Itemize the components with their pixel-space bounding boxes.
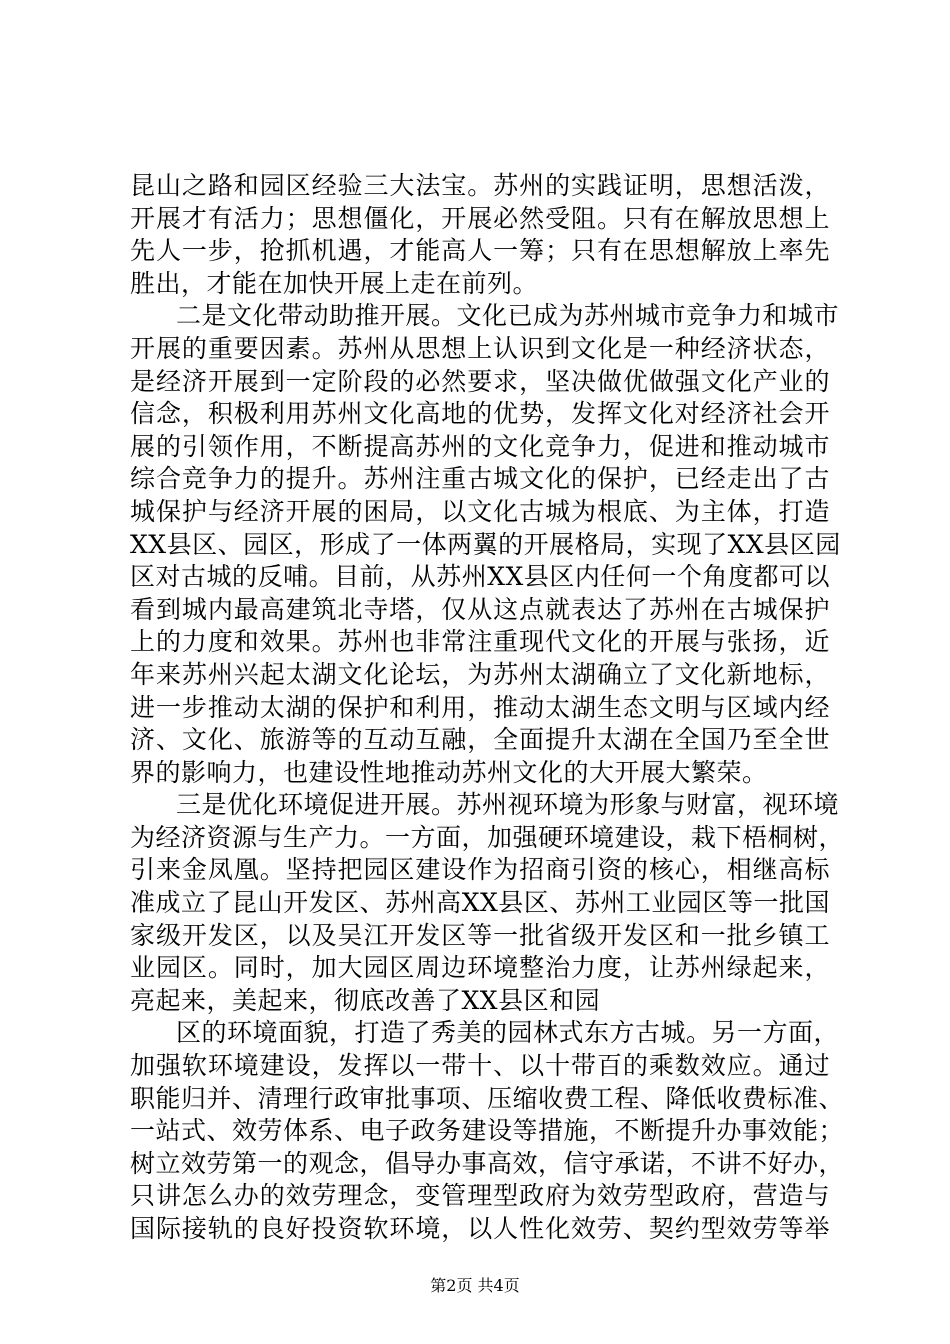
text-line: 综合竞争力的提升。苏州注重古城文化的保护，已经走出了古 <box>130 464 830 494</box>
paragraph-2 <box>130 300 841 789</box>
text-line: 是经济开展到一定阶段的必然要求，坚决做优做强文化产业的 <box>130 366 830 396</box>
text-line: 三是优化环境促进开展。苏州视环境为形象与财富，视环境 <box>176 790 840 820</box>
text-line: 职能归并、清理行政审批事项、压缩收费工程、降低收费标准、 <box>130 1083 845 1113</box>
text-line: 先人一步，抢抓机遇，才能高人一筹；只有在思想解放上率先 <box>130 236 830 266</box>
text-line: 引来金凤凰。坚持把园区建设作为招商引资的核心，相继高标 <box>130 855 830 885</box>
text-line: 区对古城的反哺。目前，从苏州XX县区内任何一个角度都可以 <box>130 562 830 592</box>
text-line: 国际接轨的良好投资软环境，以人性化效劳、契约型效劳等举 <box>130 1214 830 1243</box>
paragraph-1 <box>130 170 830 300</box>
text-line: 上的力度和效果。苏州也非常注重现代文化的开展与张扬，近 <box>130 627 830 657</box>
text-line: 年来苏州兴起太湖文化论坛，为苏州太湖确立了文化新地标， <box>130 659 830 689</box>
text-line: 业园区。同时，加大园区周边环境整治力度，让苏州绿起来， <box>130 953 830 983</box>
text-line: 信念，积极利用苏州文化高地的优势，发挥文化对经济社会开 <box>130 399 830 429</box>
text-line: 只讲怎么办的效劳理念，变管理型政府为效劳型政府，营造与 <box>130 1181 830 1211</box>
text-line: 区的环境面貌，打造了秀美的园林式东方古城。另一方面， <box>176 1018 840 1048</box>
text-line: 二是文化带动助推开展。文化已成为苏州城市竞争力和城市 <box>176 301 840 331</box>
page-number: 第2页 共4页 <box>430 1276 520 1295</box>
paragraph-3 <box>130 789 845 1017</box>
text-line: 为经济资源与生产力。一方面，加强硬环境建设，栽下梧桐树， <box>130 822 845 852</box>
text-line: 一站式、效劳体系、电子政务建设等措施，不断提升办事效能； <box>130 1116 845 1146</box>
text-line: 准成立了昆山开发区、苏州高XX县区、苏州工业园区等一批国 <box>130 888 830 918</box>
text-line: 亮起来，美起来，彻底改善了XX县区和园 <box>130 985 601 1015</box>
text-line: 开展才有活力；思想僵化，开展必然受阻。只有在解放思想上 <box>130 203 830 233</box>
text-line: 开展的重要因素。苏州从思想上认识到文化是一种经济状态， <box>130 333 830 363</box>
text-line: 界的影响力，也建设性地推动苏州文化的大开展大繁荣。 <box>130 757 768 787</box>
text-line: 家级开发区，以及吴江开发区等一批省级开发区和一批乡镇工 <box>130 920 830 950</box>
text-line: 昆山之路和园区经验三大法宝。苏州的实践证明，思想活泼， <box>130 171 830 200</box>
text-line: 树立效劳第一的观念，倡导办事高效，信守承诺，不讲不好办， <box>130 1148 845 1178</box>
text-line: 展的引领作用，不断提高苏州的文化竞争力，促进和推动城市 <box>130 431 830 461</box>
text-line: XX县区、园区，形成了一体两翼的开展格局，实现了XX县区园 <box>130 529 841 559</box>
text-line: 济、文化、旅游等的互动互融，全面提升太湖在全国乃至全世 <box>130 725 830 755</box>
text-line: 城保护与经济开展的困局，以文化古城为根底、为主体，打造 <box>130 496 830 526</box>
text-line: 进一步推动太湖的保护和利用，推动太湖生态文明与区域内经 <box>130 692 830 722</box>
document-body <box>130 170 845 1246</box>
text-line: 加强软环境建设，发挥以一带十、以十带百的乘数效应。通过 <box>130 1051 830 1081</box>
text-line: 胜出，才能在加快开展上走在前列。 <box>130 268 539 298</box>
paragraph-4 <box>130 1017 845 1245</box>
text-line: 看到城内最高建筑北寺塔，仅从这点就表达了苏州在古城保护 <box>130 594 830 624</box>
